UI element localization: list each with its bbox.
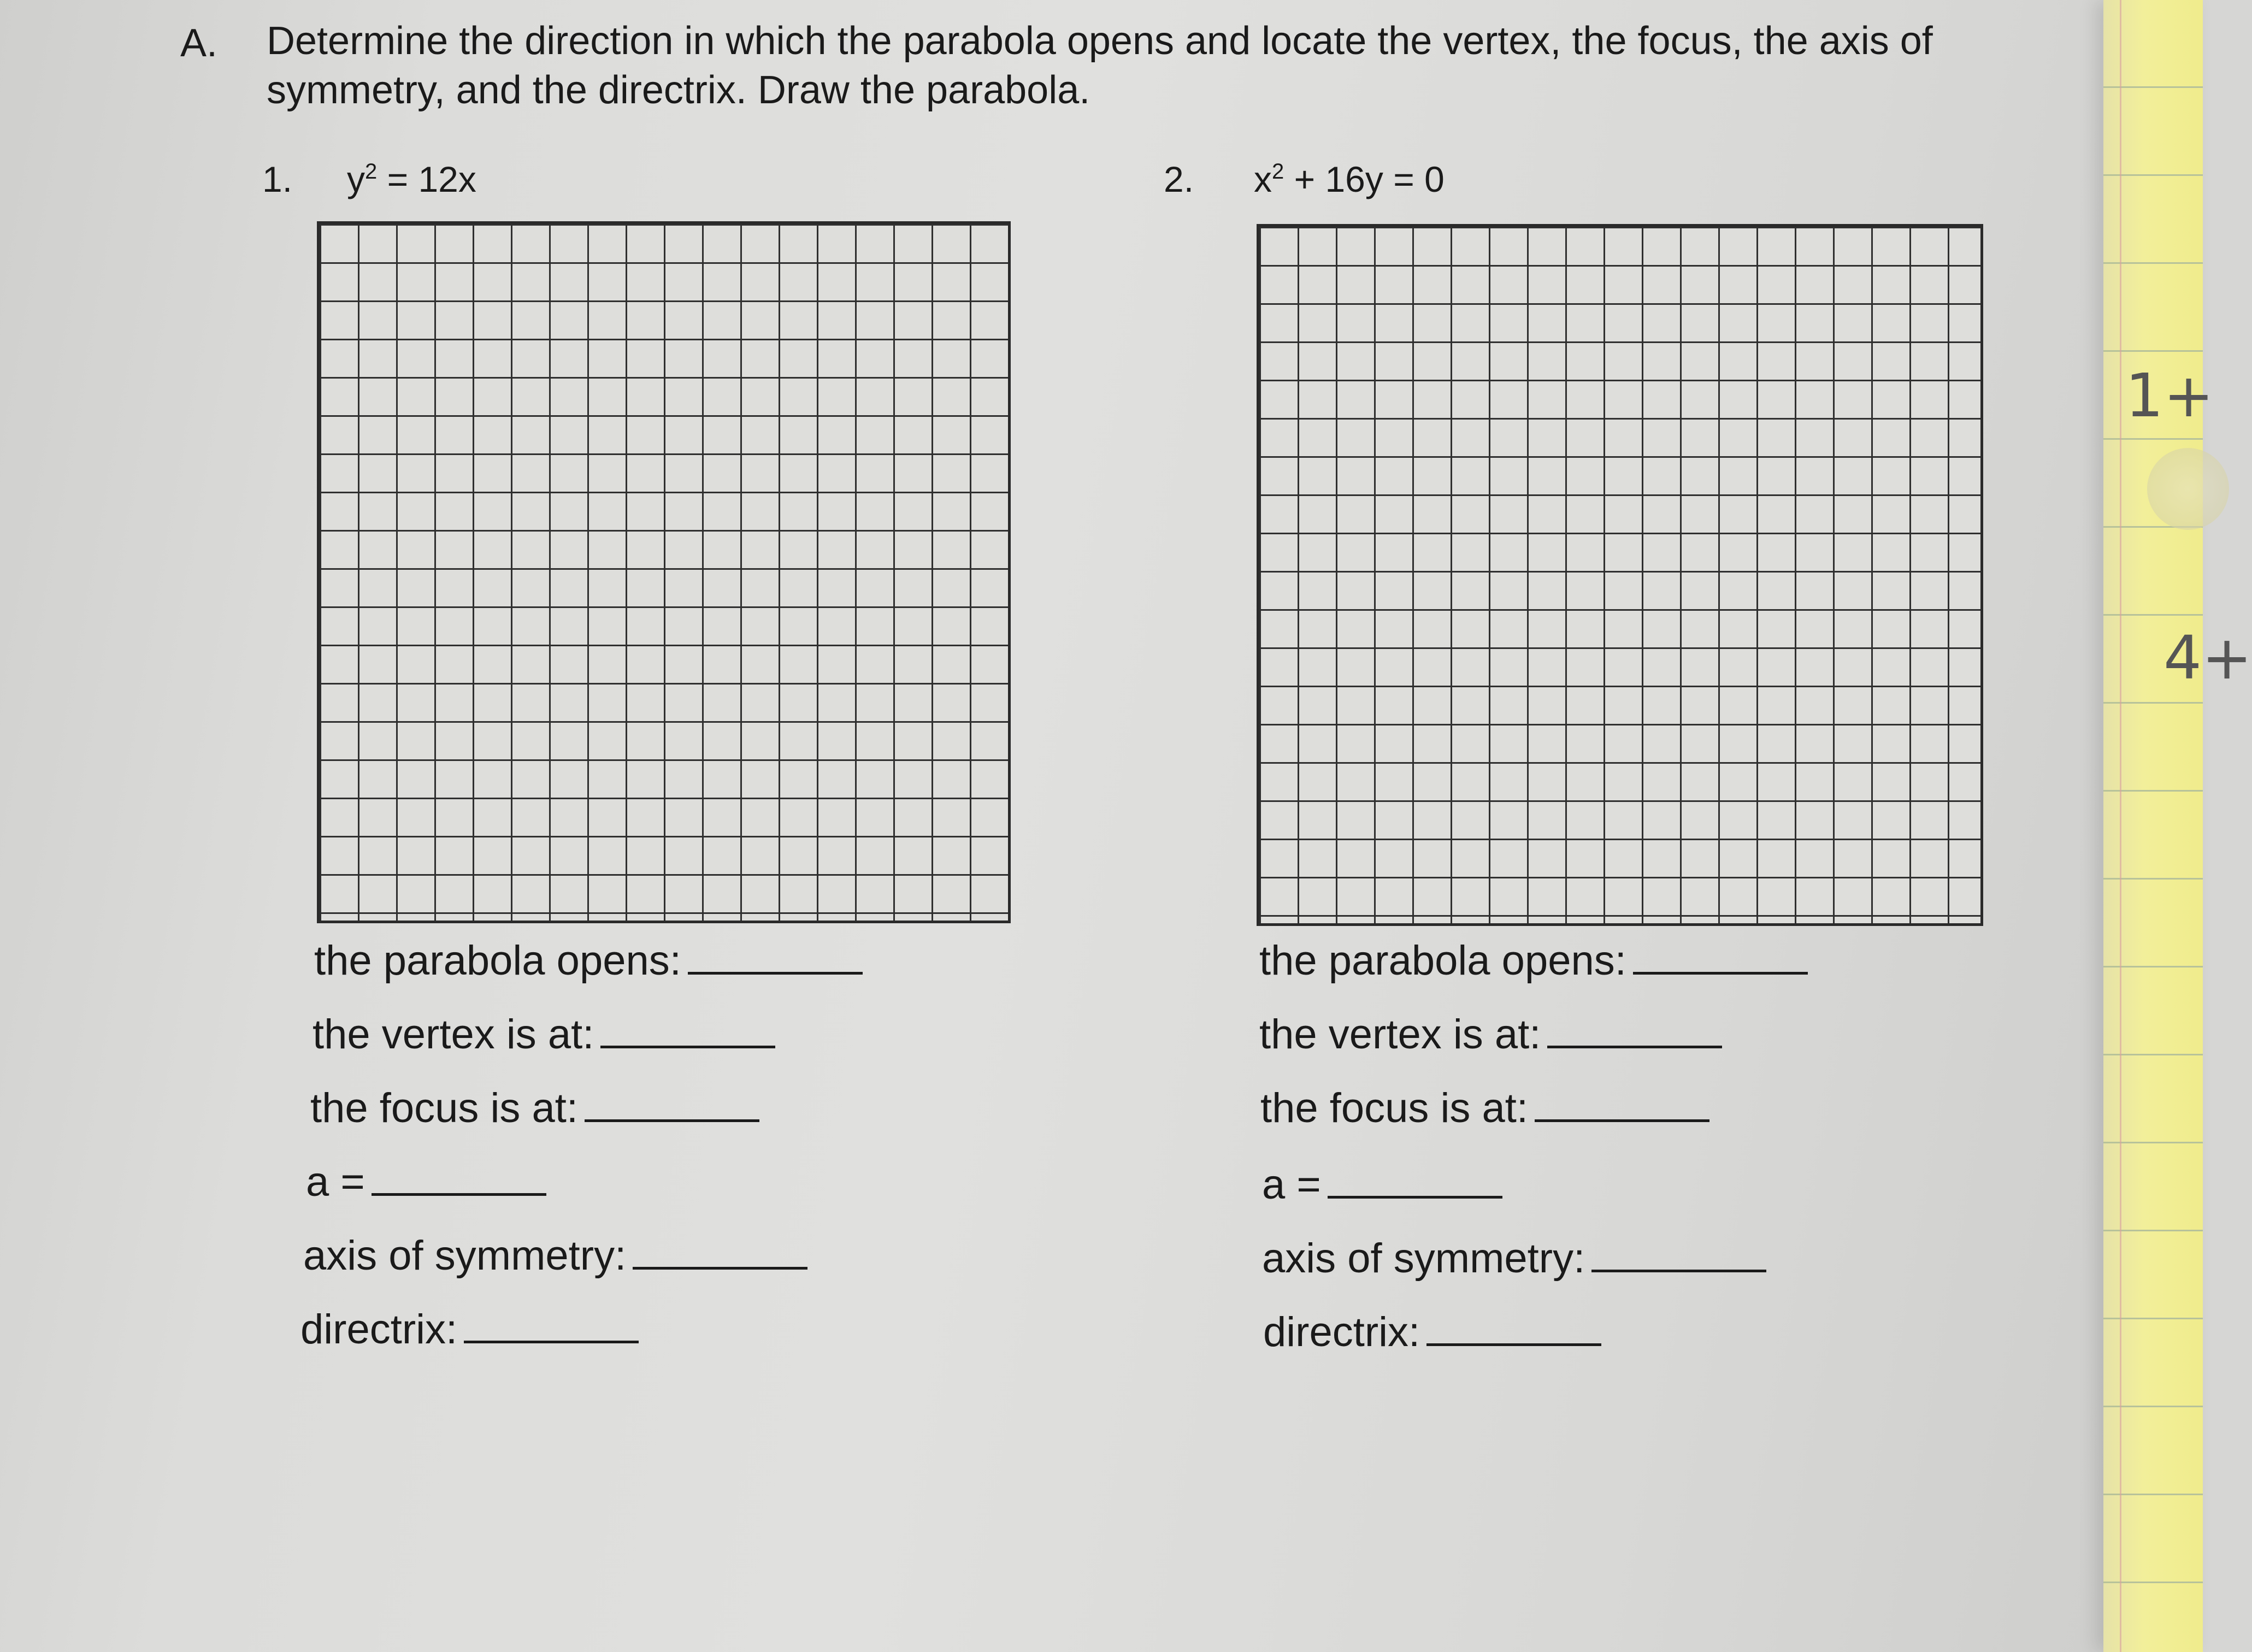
answer-blank[interactable] — [464, 1308, 639, 1343]
section-instructions: Determine the direction in which the parabola opens and locate the vertex, the focus, the axis of symmetry, and the directrix. Draw the parabola. — [267, 19, 1933, 112]
graph-grid[interactable] — [1257, 224, 1983, 926]
answer-opens: the parabola opens: — [1259, 937, 1808, 984]
handwritten-note: 4+ — [2163, 623, 2252, 693]
answer-blank[interactable] — [633, 1234, 807, 1270]
answer-a-value: a = — [306, 1158, 546, 1206]
answer-blank[interactable] — [585, 1087, 759, 1122]
answer-blank[interactable] — [688, 939, 863, 975]
problem-equation: $y^2 = 12x$ — [347, 159, 476, 199]
answer-opens: the parabola opens: — [314, 937, 863, 984]
answer-blank[interactable] — [1633, 939, 1808, 975]
section-letter: A. — [180, 21, 218, 65]
answer-blank[interactable] — [1328, 1163, 1502, 1199]
graph-grid[interactable] — [317, 221, 1011, 923]
problem-number: 2. — [1164, 159, 1194, 199]
answer-axis-of-symmetry: axis of symmetry: — [303, 1232, 807, 1279]
answer-focus: the focus is at: — [310, 1084, 759, 1132]
answer-focus: the focus is at: — [1260, 1084, 1709, 1132]
answer-blank[interactable] — [1591, 1237, 1766, 1272]
handwritten-note: 1+ — [2125, 361, 2214, 430]
legal-pad — [2103, 0, 2252, 1652]
pad-margin-line — [2120, 0, 2121, 1652]
answer-blank[interactable] — [372, 1160, 546, 1196]
answer-vertex: the vertex is at: — [313, 1011, 775, 1058]
answer-directrix: directrix: — [1263, 1308, 1601, 1356]
answer-vertex: the vertex is at: — [1259, 1011, 1722, 1058]
answer-blank[interactable] — [600, 1013, 775, 1048]
answer-directrix: directrix: — [300, 1306, 639, 1353]
problem-equation: $x^2 + 16y = 0$ — [1254, 159, 1445, 199]
pad-hole — [2147, 448, 2229, 530]
answer-blank[interactable] — [1535, 1087, 1709, 1122]
answer-blank[interactable] — [1426, 1311, 1601, 1346]
answer-blank[interactable] — [1547, 1013, 1722, 1048]
problem-number: 1. — [262, 159, 293, 199]
answer-axis-of-symmetry: axis of symmetry: — [1262, 1235, 1766, 1282]
answer-a-value: a = — [1262, 1161, 1502, 1208]
